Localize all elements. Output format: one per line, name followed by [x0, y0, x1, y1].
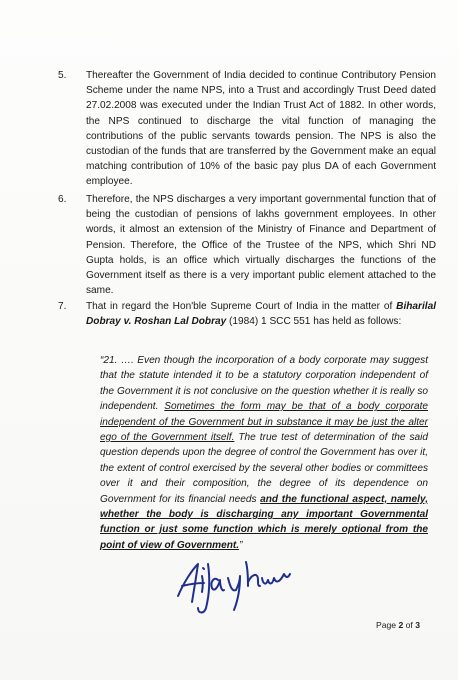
paragraph-text: Thereafter the Government of India decided to continue Contributory Pension Scheme under the name NPS, into a Trust and accordingly Trust Deed dated 27.02.2008 was executed under the Indian Trust Act of 1882. In other words, the NPS continued to discharge the vital function of managing the contributions of the public servants towards pension. The NPS is also the custodian of the funds that are transferred by the Government make an equal matching contribution of 10% of the basic pay plus DA of each Government employee.: [86, 70, 436, 188]
paragraph-text: [86, 299, 436, 329]
paragraph-text-before: That in regard the Hon'ble Supreme Court of India in the matter of: [86, 301, 397, 312]
quote-closing: ”: [239, 539, 243, 551]
paragraph-number: 7.: [58, 301, 67, 312]
handwritten-signature: [172, 556, 292, 618]
page-number: Page 2 of 3: [376, 620, 420, 630]
paragraph-7: [58, 299, 436, 329]
case-name: Biharilal Dobray v. Roshan Lal Dobray: [86, 301, 436, 328]
paragraph-5: [58, 68, 436, 190]
paragraph-text: Therefore, the NPS discharges a very important governmental function that of being the custodian of pensions of lakhs government employees. In other words, it almost an extension of the Ministry of Finance and Department of Pension. Therefore, the Office of the Trustee of the NPS, which Shri ND Gupta holds, is an office which virtually discharges the functions of the Government itself as there is a very important public element attached to the same.: [86, 194, 436, 297]
quote-part-2: The true test of determination of the said question depends upon the degree of control the Government has over it, the extent of control exercised by the several other bodies or committees over it and their composition, the degree of its dependence on Government for its financial needs: [100, 432, 428, 505]
paragraph-number: 6.: [58, 194, 67, 205]
quote-bold-underlined: and the functional aspect, namely, whether the body is discharging any important Governmental function or just some function which is merely optional from the point of view of Government.: [100, 493, 428, 551]
paragraph-number: 5.: [58, 70, 67, 81]
judgment-quote: [100, 353, 428, 553]
quote-underlined: Sometimes the form may be that of a body corporate independent of the Government but in substance it may be just the alter ego of the Government itself.: [100, 401, 428, 444]
paragraph-6: [58, 192, 436, 298]
paragraph-text-after: (1984) 1 SCC 551 has held as follows:: [226, 316, 402, 328]
quote-part-1: “21. …. Even though the incorporation of a body corporate may suggest that the statute intended it to be a statutory corporation independent of the Government it is not conclusive on the question whether it is really so independent.: [100, 355, 428, 413]
